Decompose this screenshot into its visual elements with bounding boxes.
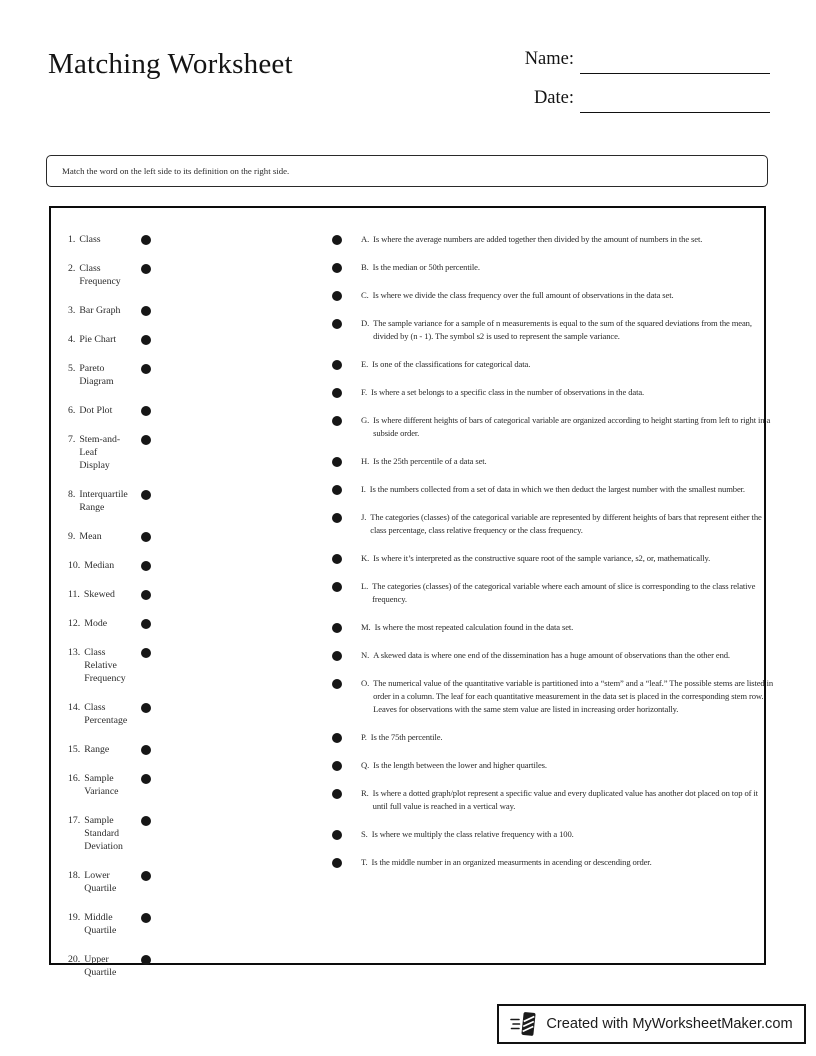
- term-item: [68, 911, 154, 937]
- definition-text: The numerical value of the quantitative variable is partitioned into a “stem” and a “leaf.” The possible stems are listed in order in a column. The leaf for each quantitative measurement in the data set is placed in the corresponding stem row. Leaves for observations with the same stem value are listed in increasing order horizontally.: [373, 678, 774, 714]
- definition-item: [332, 261, 756, 274]
- name-row: [470, 48, 770, 74]
- term-match-dot[interactable]: [141, 364, 151, 374]
- term-match-dot[interactable]: [141, 745, 151, 755]
- definition-text: Is where the average numbers are added together then divided by the amount of numbers in the set.: [373, 234, 703, 244]
- definition-item: [332, 358, 756, 371]
- definition-body: [361, 828, 772, 841]
- term-label: Class: [79, 234, 101, 245]
- definition-letter: B.: [361, 262, 369, 272]
- term-label: Mean: [79, 531, 102, 542]
- term-number: 14.: [68, 702, 81, 713]
- definition-letter: N.: [361, 650, 370, 660]
- term-number: 3.: [68, 305, 76, 316]
- definition-body: [361, 261, 773, 274]
- term-match-dot[interactable]: [141, 306, 151, 316]
- term-label: Interquartile Range: [79, 489, 128, 513]
- term-label: Sample Standard Deviation: [84, 815, 123, 852]
- definition-letter: R.: [361, 788, 369, 798]
- definition-letter: O.: [361, 678, 370, 688]
- definition-letter: G.: [361, 415, 370, 425]
- definition-item: [332, 483, 756, 496]
- term-item: [68, 617, 154, 630]
- definition-match-dot[interactable]: [332, 830, 342, 840]
- definition-text: Is where we multiply the class relative frequency with a 100.: [371, 829, 574, 839]
- definition-text: Is one of the classifications for categorical data.: [372, 359, 531, 369]
- definition-body: [361, 856, 772, 869]
- definition-match-dot[interactable]: [332, 360, 342, 370]
- term-match-dot[interactable]: [141, 871, 151, 881]
- definition-text: Is where it’s interpreted as the constructive square root of the sample variance, s2, or, mathematically.: [373, 553, 711, 563]
- term-number: 12.: [68, 618, 81, 629]
- date-input-line[interactable]: [580, 87, 770, 113]
- term-item: [68, 646, 154, 685]
- definition-body: [361, 731, 771, 744]
- definition-match-dot[interactable]: [332, 554, 342, 564]
- definition-body: [361, 621, 775, 634]
- definition-letter: J.: [361, 512, 367, 522]
- definition-body: [361, 289, 773, 302]
- term-item: [68, 743, 154, 756]
- definition-letter: S.: [361, 829, 368, 839]
- definition-text: Is where the most repeated calculation found in the data set.: [374, 622, 574, 632]
- definition-match-dot[interactable]: [332, 457, 342, 467]
- term-item: [68, 333, 154, 346]
- term-item: [68, 869, 154, 895]
- term-match-dot[interactable]: [141, 561, 151, 571]
- definition-body: [361, 317, 773, 343]
- definition-match-dot[interactable]: [332, 651, 342, 661]
- definition-match-dot[interactable]: [332, 582, 342, 592]
- term-match-dot[interactable]: [141, 816, 151, 826]
- term-number: 7.: [68, 434, 76, 445]
- definition-text: Is the 25th percentile of a data set.: [373, 456, 487, 466]
- definition-text: Is where a dotted graph/plot represent a specific value and every duplicated value has another dot placed on top of it until full value is reached in a vertical way.: [372, 788, 758, 811]
- instructions-box: [46, 155, 768, 187]
- definition-item: [332, 731, 756, 744]
- term-label: Class Relative Frequency: [84, 647, 126, 684]
- definition-letter: I.: [361, 484, 366, 494]
- term-match-dot[interactable]: [141, 435, 151, 445]
- term-match-dot[interactable]: [141, 264, 151, 274]
- definition-match-dot[interactable]: [332, 733, 342, 743]
- term-match-dot[interactable]: [141, 335, 151, 345]
- term-item: [68, 233, 154, 246]
- definition-body: [361, 455, 773, 468]
- term-label: Mode: [84, 618, 108, 629]
- definition-letter: L.: [361, 581, 369, 591]
- definition-body: [361, 511, 770, 537]
- definition-text: The categories (classes) of the categorical variable are represented by different heights of bars that represent either the class percentage, class relative frequency or the class frequency.: [370, 512, 762, 535]
- term-match-dot[interactable]: [141, 590, 151, 600]
- term-item: [68, 262, 154, 288]
- definition-match-dot[interactable]: [332, 291, 342, 301]
- definition-letter: K.: [361, 553, 370, 563]
- definition-letter: F.: [361, 387, 367, 397]
- term-match-dot[interactable]: [141, 532, 151, 542]
- term-item: [68, 530, 154, 543]
- definition-match-dot[interactable]: [332, 388, 342, 398]
- definition-item: [332, 233, 756, 246]
- credit-box: [497, 1004, 806, 1044]
- definition-body: [361, 759, 773, 772]
- term-label: Middle Quartile: [84, 912, 117, 936]
- term-match-dot[interactable]: [141, 648, 151, 658]
- term-item: [68, 814, 154, 853]
- credit-text: Created with MyWorksheetMaker.com: [546, 1016, 793, 1032]
- worksheet-maker-logo-icon: [510, 1010, 538, 1038]
- definition-item: [332, 677, 774, 716]
- definition-match-dot[interactable]: [332, 679, 342, 689]
- term-label: Median: [84, 560, 115, 571]
- definition-match-dot[interactable]: [332, 513, 342, 523]
- definition-text: Is the median or 50th percentile.: [372, 262, 480, 272]
- term-match-dot[interactable]: [141, 703, 151, 713]
- definition-text: Is the 75th percentile.: [370, 732, 443, 742]
- term-label: Range: [84, 744, 110, 755]
- term-item: [68, 953, 154, 979]
- definition-match-dot[interactable]: [332, 761, 342, 771]
- definition-letter: M.: [361, 622, 371, 632]
- definition-body: [361, 787, 773, 813]
- definition-item: [332, 386, 756, 399]
- definition-match-dot[interactable]: [332, 623, 342, 633]
- term-label: Stem-and-Leaf Display: [79, 434, 121, 471]
- date-row: [470, 87, 770, 113]
- definition-item: [332, 787, 756, 813]
- term-number: 17.: [68, 815, 81, 826]
- definition-item: [332, 856, 756, 869]
- instructions-text: Match the word on the left side to its definition on the right side.: [62, 166, 290, 176]
- term-number: 10.: [68, 560, 81, 571]
- matching-area: [49, 206, 774, 978]
- term-label: Class Percentage: [84, 702, 128, 726]
- definition-item: [332, 289, 756, 302]
- definition-item: [332, 828, 756, 841]
- term-number: 2.: [68, 263, 76, 274]
- term-number: 16.: [68, 773, 81, 784]
- term-number: 13.: [68, 647, 81, 658]
- term-item: [68, 362, 154, 388]
- definition-match-dot[interactable]: [332, 789, 342, 799]
- term-item: [68, 701, 154, 727]
- definition-text: A skewed data is where one end of the dissemination has a huge amount of observations than the other end.: [373, 650, 730, 660]
- term-match-dot[interactable]: [141, 774, 151, 784]
- term-number: 6.: [68, 405, 76, 416]
- definition-text: Is the length between the lower and higher quartiles.: [373, 760, 547, 770]
- term-item: [68, 488, 154, 514]
- name-label: Name:: [524, 49, 574, 69]
- definition-body: [361, 386, 771, 399]
- definition-match-dot[interactable]: [332, 319, 342, 329]
- term-match-dot[interactable]: [141, 406, 151, 416]
- definition-item: [332, 552, 756, 565]
- term-number: 19.: [68, 912, 81, 923]
- definition-letter: E.: [361, 359, 369, 369]
- term-label: Pie Chart: [79, 334, 117, 345]
- definition-letter: H.: [361, 456, 370, 466]
- definition-item: [332, 414, 771, 440]
- definition-text: Is the numbers collected from a set of data in which we then deduct the largest number with the smallest number.: [369, 484, 745, 494]
- definition-match-dot[interactable]: [332, 263, 342, 273]
- term-number: 15.: [68, 744, 81, 755]
- term-number: 5.: [68, 363, 76, 374]
- term-label: Lower Quartile: [84, 870, 117, 894]
- definition-match-dot[interactable]: [332, 858, 342, 868]
- definition-item: [332, 580, 756, 606]
- definition-text: Is where we divide the class frequency over the full amount of observations in the data set.: [372, 290, 674, 300]
- term-item: [68, 304, 154, 317]
- term-match-dot[interactable]: [141, 235, 151, 245]
- term-number: 1.: [68, 234, 76, 245]
- definition-body: [361, 483, 770, 496]
- term-match-dot[interactable]: [141, 490, 151, 500]
- term-number: 20.: [68, 954, 81, 965]
- definition-text: The categories (classes) of the categorical variable where each amount of slice is corresponding to the class relative frequency.: [372, 581, 756, 604]
- term-item: [68, 588, 154, 601]
- definition-body: [361, 580, 772, 606]
- term-label: Upper Quartile: [84, 954, 117, 978]
- terms-column: [68, 233, 154, 995]
- term-match-dot[interactable]: [141, 913, 151, 923]
- name-date-block: [470, 48, 770, 126]
- definition-letter: Q.: [361, 760, 370, 770]
- term-number: 8.: [68, 489, 76, 500]
- definition-letter: D.: [361, 318, 370, 328]
- definition-body: [361, 677, 773, 716]
- definition-item: [332, 317, 756, 343]
- date-label: Date:: [533, 88, 574, 108]
- term-item: [68, 559, 154, 572]
- definition-text: Is where different heights of bars of categorical variable are organized according to height starting from left to right in a subside order.: [373, 415, 771, 438]
- definitions-column: [332, 233, 774, 884]
- term-label: Skewed: [83, 589, 115, 600]
- definition-body: [361, 233, 773, 246]
- term-match-dot[interactable]: [141, 619, 151, 629]
- definition-letter: P.: [361, 732, 367, 742]
- definition-body: [361, 552, 773, 565]
- definition-item: [332, 511, 762, 537]
- term-label: Sample Variance: [84, 773, 119, 797]
- definition-text: The sample variance for a sample of n measurements is equal to the sum of the squared deviations from the mean, divided by (n - 1). The symbol s2 is used to represent the sample variance.: [373, 318, 752, 341]
- definition-text: Is where a set belongs to a specific class in the number of observations in the data.: [371, 387, 645, 397]
- definition-item: [332, 455, 756, 468]
- definition-item: [332, 649, 756, 662]
- term-number: 11.: [68, 589, 80, 600]
- definition-letter: T.: [361, 857, 368, 867]
- definition-letter: A.: [361, 234, 370, 244]
- definition-body: [361, 649, 773, 662]
- definition-body: [361, 358, 772, 371]
- term-item: [68, 433, 154, 472]
- name-input-line[interactable]: [580, 48, 770, 74]
- definition-letter: C.: [361, 290, 369, 300]
- definition-item: [332, 759, 756, 772]
- term-number: 18.: [68, 870, 81, 881]
- term-label: Pareto Diagram: [79, 363, 114, 387]
- definition-text: Is the middle number in an organized measurments in acending or descending order.: [371, 857, 652, 867]
- definition-match-dot[interactable]: [332, 235, 342, 245]
- term-number: 9.: [68, 531, 76, 542]
- term-match-dot[interactable]: [141, 955, 151, 965]
- definition-body: [361, 414, 773, 440]
- term-item: [68, 404, 154, 417]
- definition-match-dot[interactable]: [332, 416, 342, 426]
- term-item: [68, 772, 154, 798]
- term-label: Bar Graph: [79, 305, 121, 316]
- page-title: Matching Worksheet: [48, 48, 293, 80]
- definition-item: [332, 621, 756, 634]
- definition-match-dot[interactable]: [332, 485, 342, 495]
- term-label: Class Frequency: [79, 263, 121, 287]
- term-label: Dot Plot: [79, 405, 113, 416]
- term-number: 4.: [68, 334, 76, 345]
